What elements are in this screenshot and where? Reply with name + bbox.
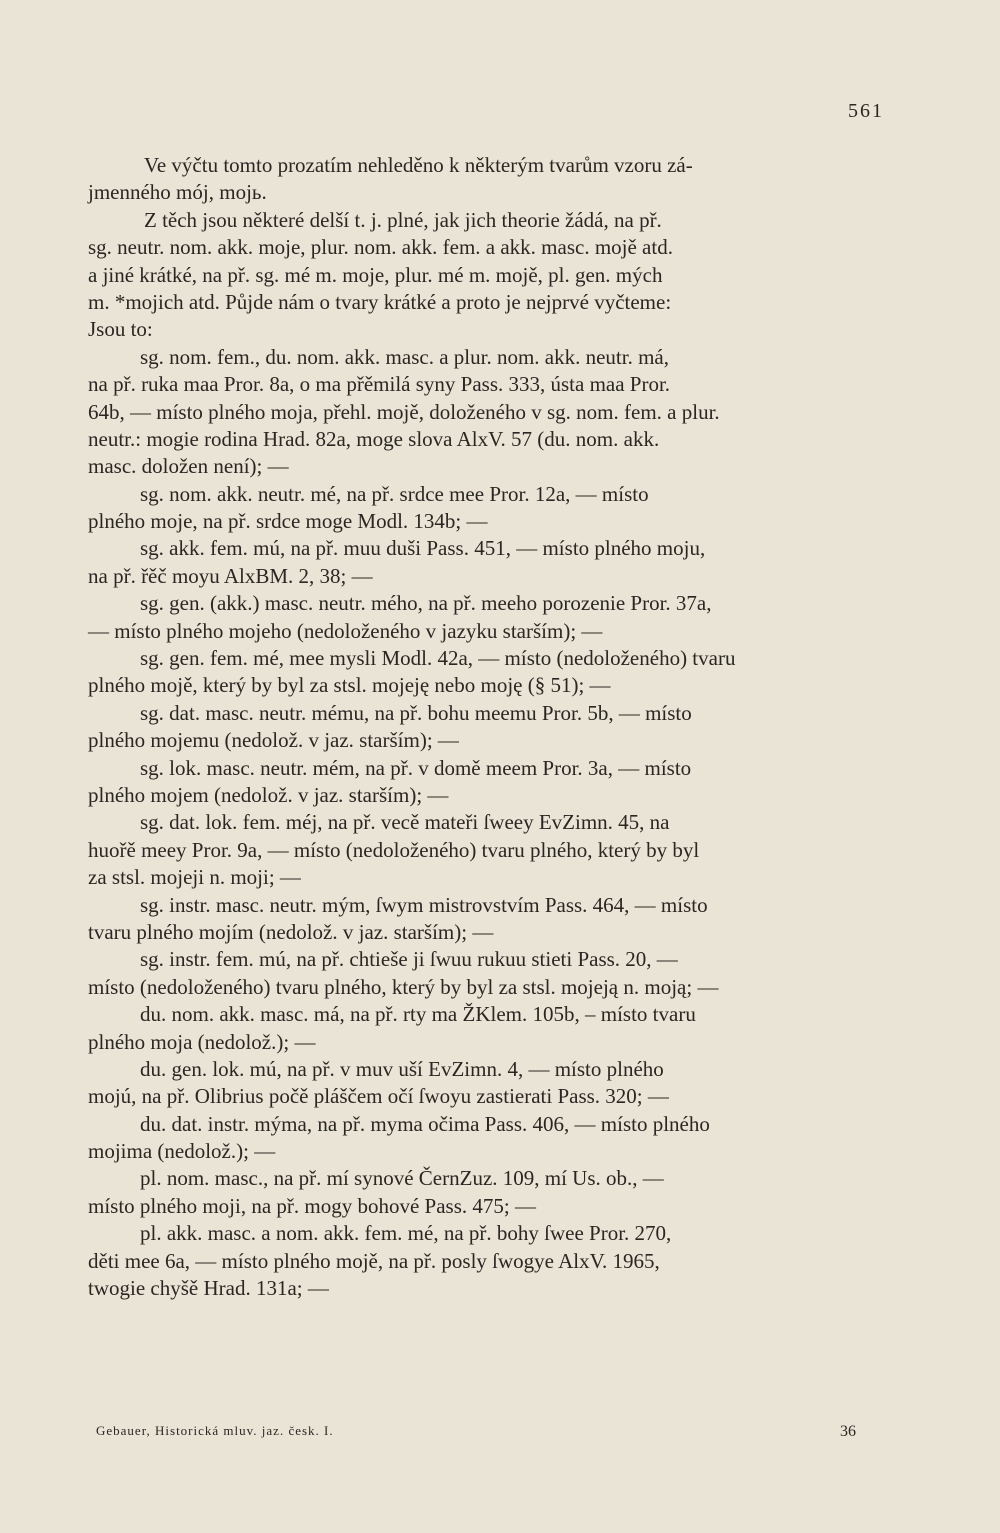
footer-signature: Gebauer, Historická mluv. jaz. česk. I. [96, 1423, 334, 1438]
text-line: sg. neutr. nom. akk. moje, plur. nom. akk. fem. a akk. masc. mojě atd. [88, 235, 673, 260]
text-line: Jsou to: [88, 317, 153, 342]
text-line: sg. akk. fem. mú, na př. muu duši Pass. 451, — místo plného moju, [140, 536, 706, 561]
text-line: sg. instr. masc. neutr. mým, ſwym mistrovstvím Pass. 464, — místo [140, 892, 708, 917]
text-line: místo (nedoloženého) tvaru plného, který by byl za stsl. mojeją n. moją; — [88, 974, 719, 999]
text-line: sg. gen. fem. mé, mee mysli Modl. 42a, — místo (nedoloženého) tvaru [140, 646, 736, 671]
text-line: huořě meey Pror. 9a, — místo (nedoloženého) tvaru plného, který by byl [88, 837, 700, 862]
text-line: na př. ruka maa Pror. 8a, o ma přěmilá syny Pass. 333, ústa maa Pror. [88, 372, 671, 397]
text-line: Ve výčtu tomto prozatím nehleděno k některým tvarům vzoru zá- [144, 153, 693, 177]
text-line: jmenného mój, mojь. [88, 180, 267, 205]
text-line: pl. nom. masc., na př. mí synové ČernZuz. 109, mí Us. ob., — [140, 1166, 664, 1191]
text-line: — místo plného mojeho (nedoloženého v jazyku starším); — [88, 618, 603, 643]
text-line: děti mee 6a, — místo plného mojě, na př. posly ſwogye AlxV. 1965, [88, 1248, 660, 1273]
text-line: plného moja (nedolož.); — [88, 1029, 316, 1054]
text-line: sg. lok. masc. neutr. mém, na př. v domě meem Pror. 3a, — místo [140, 755, 692, 780]
text-line: a jiné krátké, na př. sg. mé m. moje, plur. mé m. mojě, pl. gen. mých [88, 262, 663, 287]
text-line: masc. doložen není); — [88, 454, 289, 479]
text-line: plného mojemu (nedolož. v jaz. starším); — [88, 728, 459, 753]
text-line: mojima (nedolož.); — [88, 1139, 276, 1164]
text-line: twogie chyšě Hrad. 131a; — [88, 1276, 329, 1301]
text-line: pl. akk. masc. a nom. akk. fem. mé, na př. bohy ſwee Pror. 270, [140, 1221, 672, 1246]
text-line: Z těch jsou některé delší t. j. plné, jak jich theorie žádá, na př. [144, 207, 662, 232]
text-line: místo plného moji, na př. mogy bohové Pass. 475; — [88, 1193, 536, 1218]
text-line: du. dat. instr. mýma, na př. myma očima Pass. 406, — místo plného [140, 1111, 710, 1136]
text-line: za stsl. mojeji n. moji; — [88, 865, 301, 890]
text-line: sg. dat. masc. neutr. mému, na př. bohu meemu Pror. 5b, — místo [140, 700, 692, 725]
text-line: mojú, na př. Olibrius počě pláščem očí ſwoyu zastierati Pass. 320; — [88, 1084, 669, 1109]
text-line: sg. instr. fem. mú, na př. chtieše ji ſwuu rukuu stieti Pass. 20, — [140, 947, 678, 972]
text-line: du. gen. lok. mú, na př. v muv uší EvZimn. 4, — místo plného [140, 1056, 664, 1081]
text-line: du. nom. akk. masc. má, na př. rty ma ŽKlem. 105b, – místo tvaru [140, 1002, 696, 1027]
text-line: plného mojem (nedolož. v jaz. starším); — [88, 782, 449, 807]
text-line: plného mojě, který by byl za stsl. mojeję nebo moję (§ 51); — [88, 673, 611, 698]
text-line: sg. nom. akk. neutr. mé, na př. srdce mee Pror. 12a, — místo [140, 481, 649, 506]
text-line: na př. řěč moyu AlxBM. 2, 38; — [88, 563, 373, 588]
body-text [88, 152, 902, 1302]
text-line: 64b, — místo plného moja, přehl. mojě, doloženého v sg. nom. fem. a plur. [88, 399, 720, 424]
footer-sheet-number: 36 [840, 1423, 856, 1440]
page-number: 561 [848, 100, 884, 122]
text-line: plného moje, na př. srdce moge Modl. 134b; — [88, 509, 488, 534]
text-line: sg. nom. fem., du. nom. akk. masc. a plur. nom. akk. neutr. má, [140, 344, 669, 369]
text-line: tvaru plného mojím (nedolož. v jaz. starším); — [88, 919, 494, 944]
text-line: m. *mojich atd. Půjde nám o tvary krátké a proto je nejprvé vyčteme: [88, 289, 672, 314]
text-line: sg. gen. (akk.) masc. neutr. mého, na př. meeho porozenie Pror. 37a, [140, 591, 712, 616]
text-line: sg. dat. lok. fem. méj, na př. vecě mateři ſweey EvZimn. 45, na [140, 810, 670, 835]
text-line: neutr.: mogie rodina Hrad. 82a, moge slova AlxV. 57 (du. nom. akk. [88, 426, 660, 451]
